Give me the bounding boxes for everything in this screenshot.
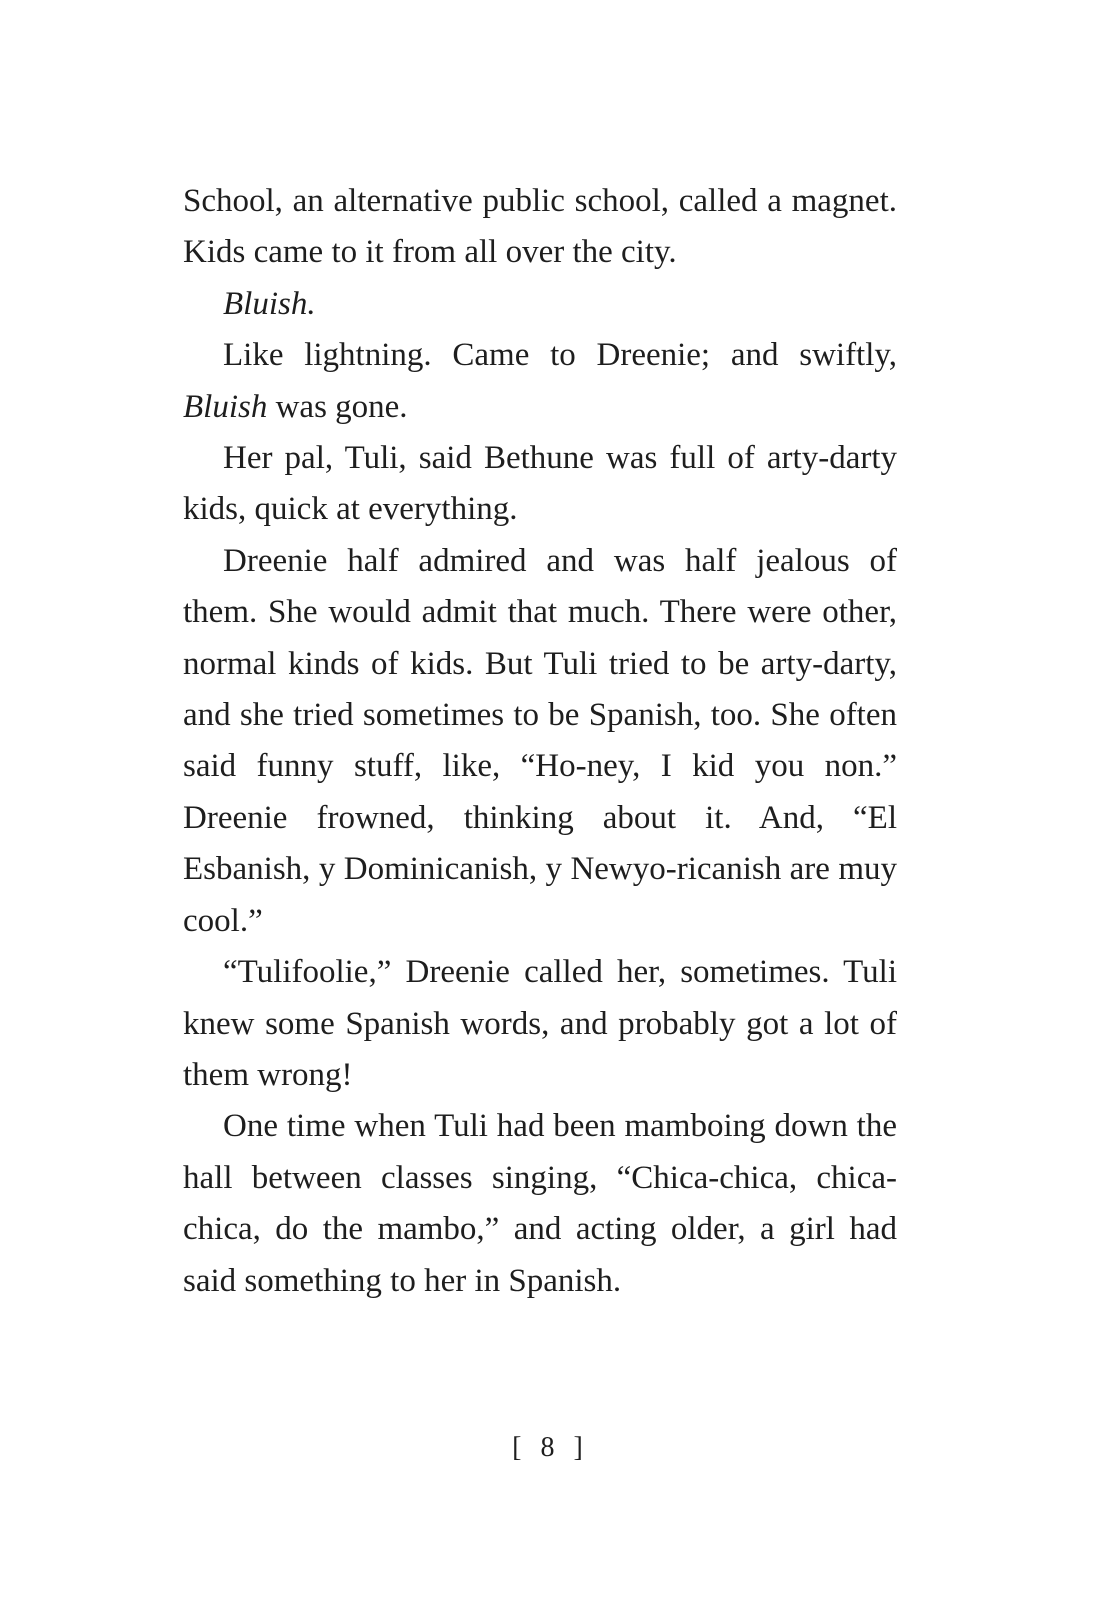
paragraph [183,330,897,433]
italic-text: Bluish [183,388,268,425]
text-run: School, an alternative public school, called a magnet. Kids came to it from all over the city. [183,183,897,271]
text-run: One time when Tuli had been mamboing down the hall between classes singing, “Chica-chica, chica-chica, do the mambo,” and acting older, a girl had said something to her in Spanish. [183,1108,897,1299]
paragraph [183,279,897,330]
paragraph [183,1101,897,1307]
text-run: “Tulifoolie,” Dreenie called her, sometimes. Tuli knew some Spanish words, and probably got a lot of them wrong! [183,954,897,1093]
text-run: Her pal, Tuli, said Bethune was full of arty-darty kids, quick at everything. [183,440,897,528]
paragraph [183,433,897,536]
paragraph [183,947,897,1101]
paragraph [183,176,897,279]
text-run: Dreenie half admired and was half jealous of them. She would admit that much. There were other, normal kinds of kids. But Tuli tried to be arty-darty, and she tried sometimes to be Spanish, too. She often said funny stuff, like, “Ho-ney, I kid you non.” Dreenie frowned, thinking about it. And, “El Esbanish, y Dominicanish, y Newyo-ricanish are muy cool.” [183,542,897,939]
italic-text: Bluish. [223,285,316,322]
page-number: [ 8 ] [512,1432,589,1463]
text-run: was gone. [267,388,408,425]
text-run: Like lightning. Came to Dreenie; and swiftly, [223,337,897,374]
page-body [183,176,897,1307]
paragraph [183,536,897,947]
